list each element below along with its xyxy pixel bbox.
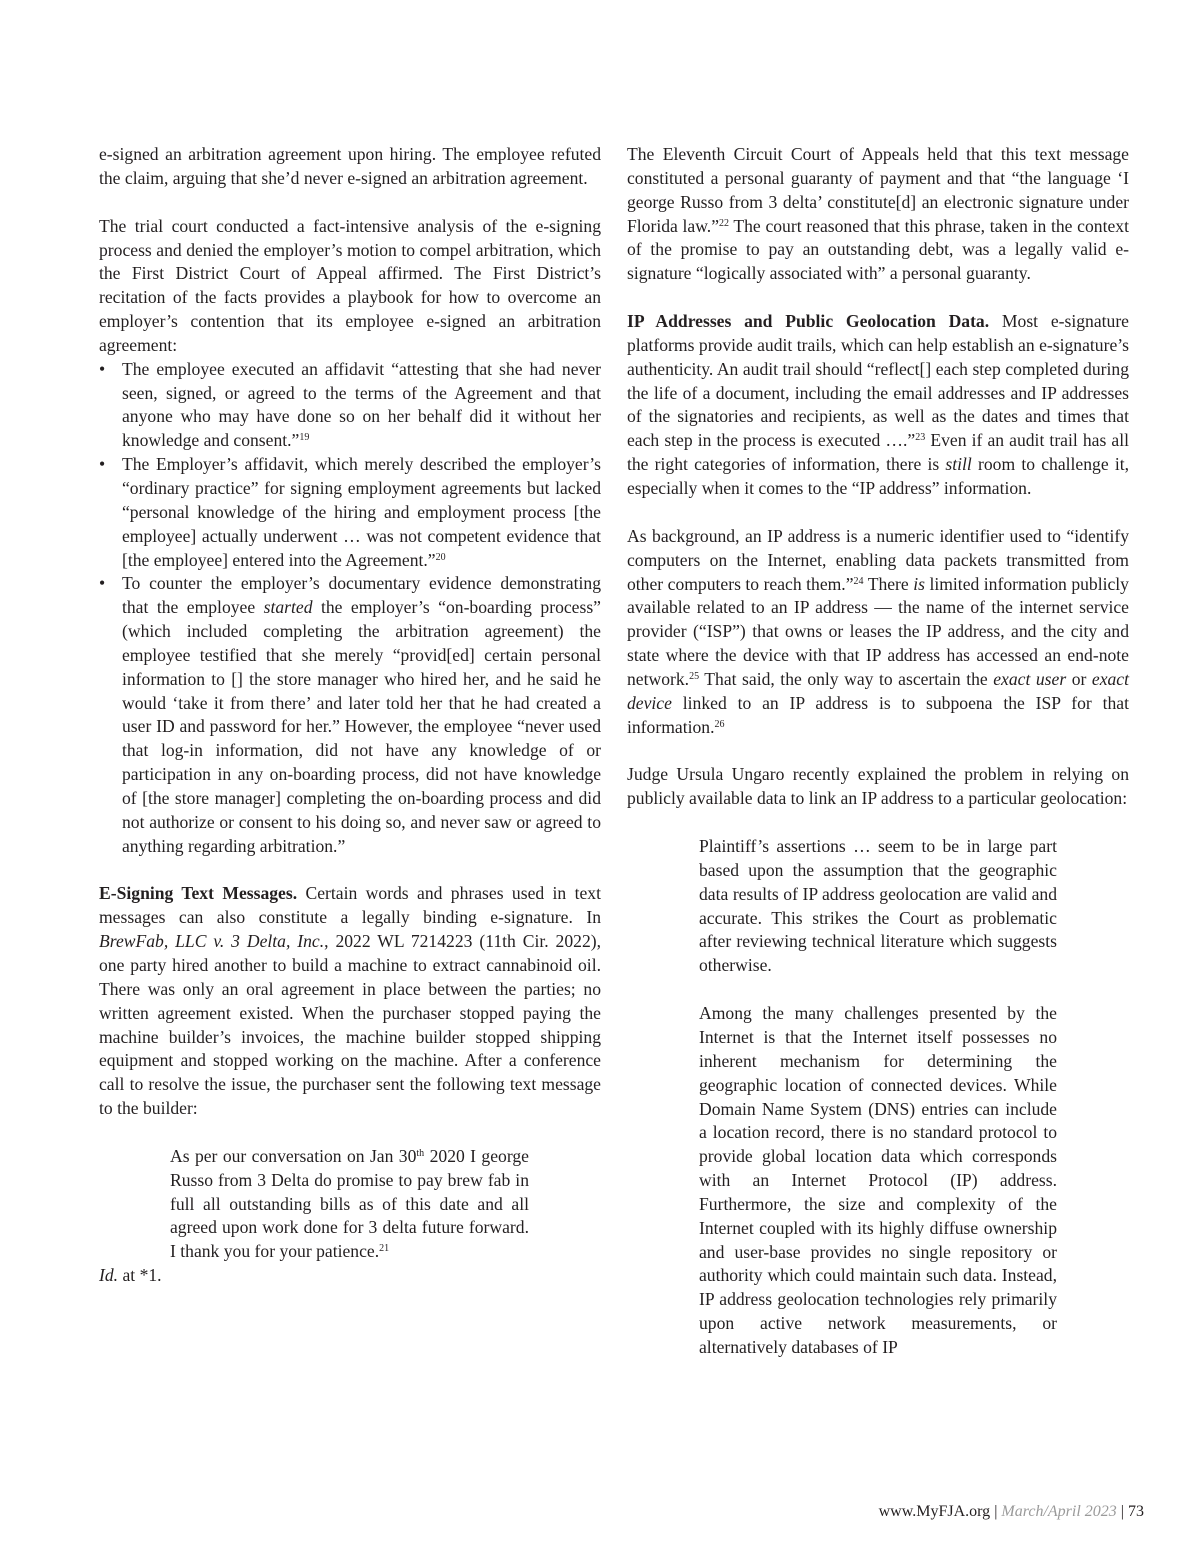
text: As per our conversation on Jan 30 bbox=[170, 1145, 417, 1166]
quote-text: Among the many challenges presented by the Internet is that the Internet itself possesses no inherent mechanism for determining the geographic location of connected devices. While Domain Name System (DNS) entries can include a location record, there is no standard protocol to provide global location data which corresponds with an Internet Protocol (IP) address. Furthermore, the size and complexity of the Internet coupled with its highly diffuse ownership and user-base provides no single repository or authority which could maintain such data. Instead, IP address geolocation technologies rely primarily upon active network measurements, or alternatively databases of IP bbox=[699, 1003, 1057, 1357]
emphasis: still bbox=[945, 454, 972, 475]
list-item bbox=[99, 453, 601, 572]
paragraph-gap bbox=[627, 286, 1129, 310]
footer-separator: | bbox=[1120, 1503, 1124, 1520]
text: linked to an IP address is to subpoena the ISP for that information. bbox=[627, 692, 1129, 737]
section-heading: IP Addresses and Public Geolocation Data. bbox=[627, 311, 990, 332]
page-footer bbox=[0, 1502, 1144, 1522]
footnote-ref: 26 bbox=[714, 718, 725, 730]
text: or bbox=[1071, 668, 1087, 689]
footnote-ref: 20 bbox=[435, 551, 446, 563]
paragraph-gap bbox=[99, 858, 601, 882]
text: Certain words and phrases used in text messages can also constitute a legally binding e-signature. In bbox=[99, 883, 601, 928]
block-quote bbox=[699, 835, 1057, 1360]
bullet-text: The Employer’s affidavit, which merely described the employer’s “ordinary practice” for signing employment agreements but lacked “personal knowledge of the hiring and employment process [the employee] actually underwent … was not competent evidence that [the employee] entered into the Agreement.” bbox=[122, 454, 601, 570]
text: There bbox=[867, 573, 909, 594]
paragraph-gap bbox=[99, 191, 601, 215]
quote-text bbox=[170, 1145, 529, 1264]
bullet-text: To counter the employer’s documentary evidence demonstrating that the employee bbox=[122, 573, 601, 618]
emphasis: started bbox=[263, 597, 313, 618]
footnote-ref: 22 bbox=[719, 217, 729, 229]
footnote-ref: 25 bbox=[689, 670, 700, 682]
text: That said, the only way to ascertain the bbox=[704, 668, 988, 689]
page-number: 73 bbox=[1128, 1503, 1144, 1520]
text: at *1. bbox=[122, 1265, 162, 1286]
paragraph: Judge Ursula Ungaro recently explained the problem in relying on publicly available data to link an IP address to a particular geolocation: bbox=[627, 764, 1129, 809]
paragraph bbox=[627, 143, 1129, 286]
bullet-text: the employer’s “on-boarding process” (which included completing the arbitration agreement) the employee testified that she merely “provid[ed] certain personal information to [] the store manager who hired her, and he said he would ‘take it from there’ and later told her that he had created a user ID and password for her.” However, the employee “never used that log-in information, did not have any knowledge of or participation in any on-boarding process, did not have knowledge of [the store manager] completing the on-boarding process and did not authorize or consent to his doing so, and never saw or agreed to anything regarding arbitration.” bbox=[122, 597, 601, 856]
case-name: BrewFab, LLC v. 3 Delta, Inc. bbox=[99, 931, 325, 952]
footnote-ref: 21 bbox=[379, 1243, 390, 1255]
paragraph-gap bbox=[627, 501, 1129, 525]
text: , 2022 WL 7214223 (11th Cir. 2022), one party hired another to build a machine to extract cannabinoid oil. There was only an oral agreement in place between the parties; no written agreement existed. When the purchaser stopped paying the machine builder’s invoices, the machine builder stopped shipping equipment and stopped working on the machine. After a conference call to resolve the issue, the purchaser sent the following text message to the builder: bbox=[99, 931, 601, 1119]
emphasis: exact user bbox=[993, 668, 1067, 689]
text: room to challenge it, especially when it comes to the “IP address” information. bbox=[627, 454, 1129, 498]
citation-id: Id. bbox=[99, 1265, 119, 1286]
paragraph-gap bbox=[627, 811, 1129, 835]
emphasis: exact device bbox=[627, 668, 1130, 713]
block-quote bbox=[170, 1145, 529, 1264]
emphasis: is bbox=[913, 573, 925, 594]
text: As background, an IP address is a numeric identifier used to “identify computers on the Internet, enabling data packets transmitted from other computers to reach them.” bbox=[627, 525, 1129, 594]
text: The Eleventh Circuit Court of Appeals held that this text message constituted a personal guaranty of payment and that “the language ‘I george Russo from 3 delta’ constitute[d] an electronic signature under Florida law.” bbox=[627, 144, 1129, 236]
paragraph bbox=[99, 882, 601, 1120]
list-item bbox=[99, 572, 601, 858]
section-heading: E-Signing Text Messages. bbox=[99, 883, 298, 904]
footnote-ref: 24 bbox=[853, 575, 864, 587]
bullet-text: The employee executed an affidavit “attesting that she had never seen, signed, or agreed to the terms of the Agreement and that anyone who may have done so on her behalf did it without her knowledge and consent.” bbox=[122, 358, 601, 451]
paragraph bbox=[627, 525, 1129, 740]
paragraph bbox=[627, 310, 1129, 501]
footnote-ref: 23 bbox=[915, 432, 926, 444]
footer-separator: | bbox=[994, 1503, 998, 1520]
text: Even if an audit trail has all the right categories of information, there is bbox=[627, 430, 1129, 475]
right-column bbox=[627, 143, 1129, 1360]
text: The court reasoned that this phrase, taken in the context of the promise to pay an outstanding debt, was a legally valid e-signature “logically associated with” a personal guaranty. bbox=[627, 215, 1129, 284]
paragraph-gap bbox=[627, 739, 1129, 763]
footnote-ref: 19 bbox=[299, 432, 310, 444]
paragraph-gap bbox=[699, 978, 1057, 1002]
quote-text: Plaintiff’s assertions … seem to be in large part based upon the assumption that the geographic data results of IP address geolocation are valid and accurate. This strikes the Court as problematic after reviewing technical literature which suggests otherwise. bbox=[699, 836, 1057, 976]
footer-issue: March/April 2023 bbox=[1001, 1503, 1117, 1520]
text: limited information publicly available related to an IP address — the name of the internet service provider (“ISP”) that owns or leases the IP address, and the city and state where the device with that IP address has accessed an end-note network. bbox=[627, 573, 1129, 689]
list-item bbox=[99, 358, 601, 453]
citation bbox=[99, 1264, 601, 1288]
left-column bbox=[99, 143, 601, 1288]
text: 2020 I george Russo from 3 Delta do promise to pay brew fab in full all outstanding bills as of this date and all agreed upon work done for 3 delta future forward. I thank you for your patience. bbox=[170, 1145, 529, 1262]
bullet-list bbox=[99, 358, 601, 859]
footer-site: www.MyFJA.org bbox=[878, 1503, 991, 1520]
paragraph-gap bbox=[99, 1121, 601, 1145]
text: Most e-signature platforms provide audit trails, which can help establish an e-signature’s authenticity. An audit trail should “reflect[] each step completed during the life of a document, including the email addresses and IP addresses of the signatories and recipients, as well as the dates and times that each step in the process is executed ….” bbox=[627, 311, 1129, 451]
superscript: th bbox=[416, 1147, 425, 1159]
paragraph: e-signed an arbitration agreement upon hiring. The employee refuted the claim, arguing that she’d never e-signed an arbitration agreement. bbox=[99, 144, 601, 188]
paragraph: The trial court conducted a fact-intensive analysis of the e-signing process and denied the employer’s motion to compel arbitration, which the First District Court of Appeal affirmed. The First District’s recitation of the facts provides a playbook for how to overcome an employer’s contention that its employee e-signed an arbitration agreement: bbox=[99, 215, 601, 355]
